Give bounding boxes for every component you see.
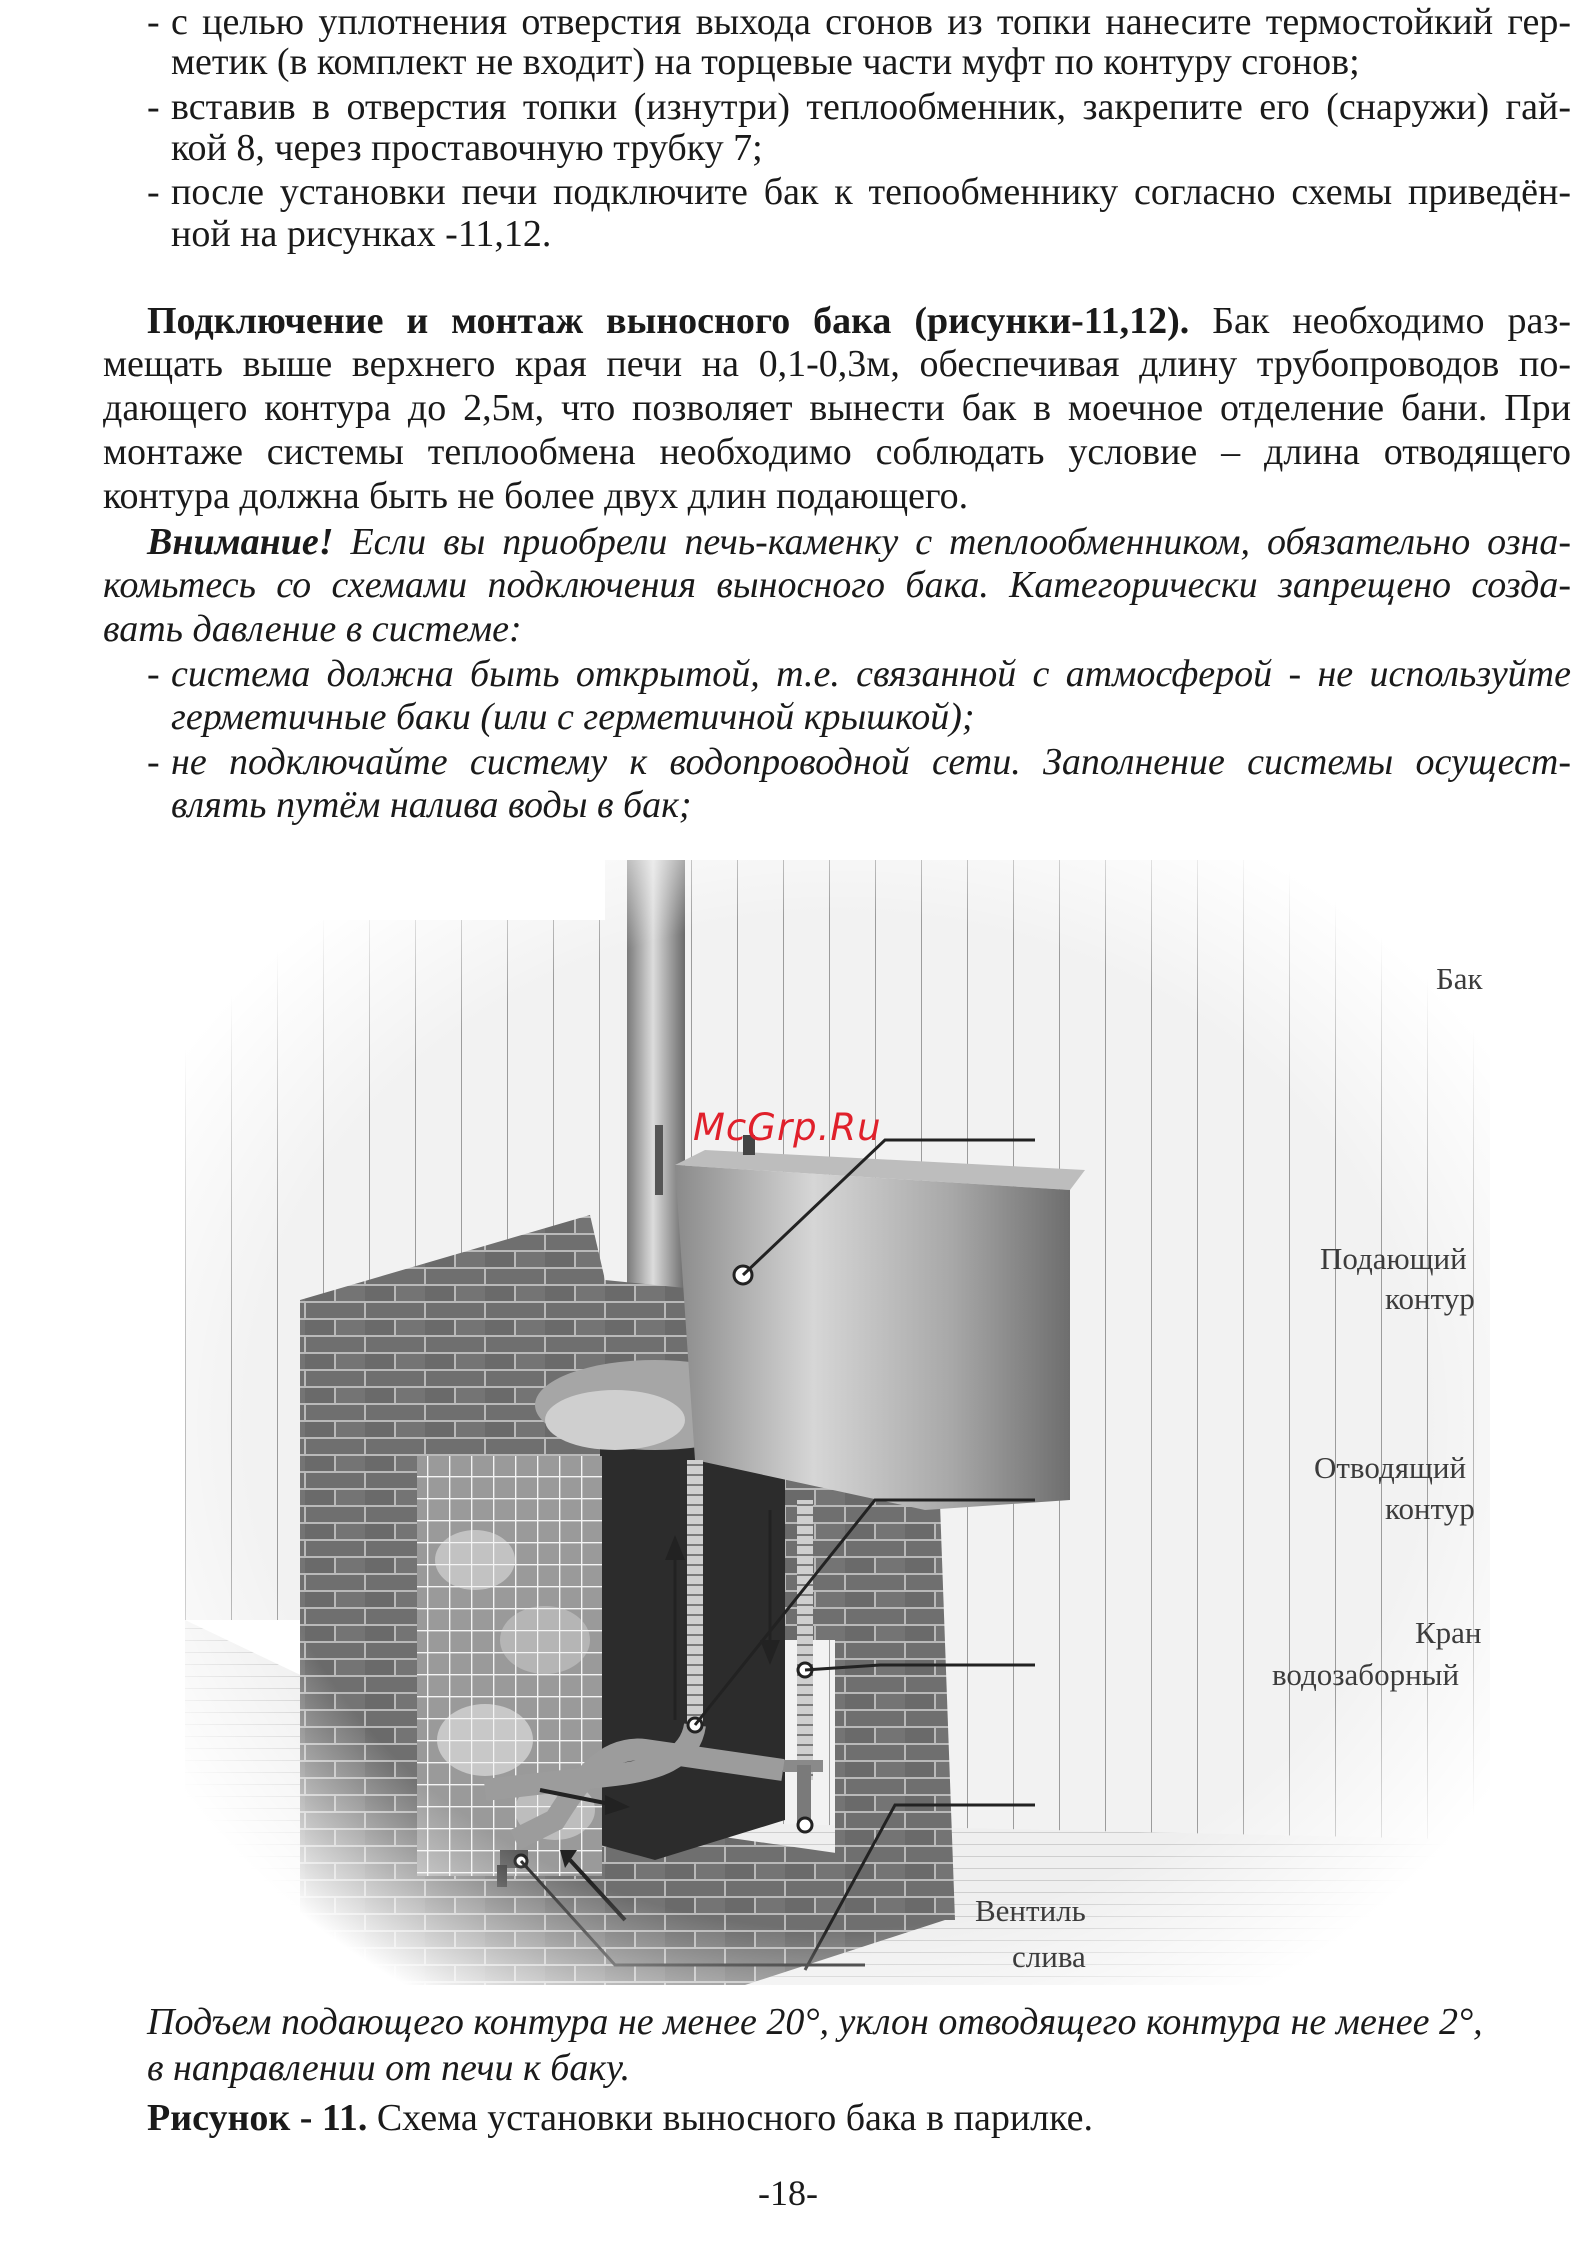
label-tank: Бак	[1436, 961, 1483, 996]
warning-bullet-line: не подключайте систему к водопроводной сети. Заполнение системы осущест-	[171, 741, 1571, 783]
label-return-line2: контур	[1385, 1491, 1475, 1526]
warning-line: вать давление в системе:	[103, 608, 522, 650]
watermark: McGrp.Ru	[693, 1106, 882, 1149]
label-tap-line1: Кран	[1415, 1615, 1482, 1650]
paragraph-line: мещать выше верхнего края печи на 0,1-0,3м, обеспечивая длину трубопроводов по-	[103, 343, 1571, 385]
warning-bullet-line: влять путём налива воды в бак;	[171, 784, 692, 826]
bullet-marker: -	[147, 653, 160, 695]
bullet-text-line: кой 8, через проставочную трубку 7;	[171, 127, 763, 169]
label-supply-line2: контур	[1385, 1281, 1475, 1316]
bullet-text-line: вставив в отверстия топки (изнутри) теплообменник, закрепите его (снаружи) гай-	[171, 86, 1571, 128]
bullet-text-line: после установки печи подключите бак к тепообменнику согласно схемы приведён-	[171, 171, 1571, 213]
label-valve-line1: Вентиль	[975, 1893, 1086, 1928]
paragraph-line-1	[147, 299, 1571, 343]
caption-line-2: в направлении от печи к баку.	[147, 2047, 631, 2089]
warning-text: Если вы приобрели печь-каменку с теплообменником, обязательно озна-	[333, 521, 1571, 563]
warning-label: Внимание!	[147, 521, 334, 563]
figure-label: Рисунок - 11.	[147, 2097, 368, 2139]
figure-title: Схема установки выносного бака в парилке.	[367, 2097, 1094, 2139]
bullet-text-line: метик (в комплект не входит) на торцевые части муфт по контуру сгонов;	[171, 41, 1360, 83]
paragraph-line: контура должна быть не более двух длин подающего.	[103, 475, 969, 517]
warning-bullet-line: герметичные баки (или с герметичной крышкой);	[171, 696, 975, 738]
bullet-marker: -	[147, 741, 160, 783]
warning-line-1	[147, 520, 1571, 564]
sauna-stove-tank-illustration	[185, 860, 1490, 1985]
bullet-marker: -	[147, 1, 160, 43]
page-number: -18-	[758, 2173, 818, 2213]
label-supply-line1: Подающий	[1320, 1241, 1467, 1276]
bullet-text-line: ной на рисунках -11,12.	[171, 213, 552, 255]
bullet-marker: -	[147, 171, 160, 213]
paragraph-text: Бак необходимо раз-	[1189, 300, 1571, 342]
caption-line-1: Подъем подающего контура не менее 20°, уклон отводящего контура не менее 2°,	[147, 2001, 1483, 2043]
warning-bullet-line: система должна быть открытой, т.е. связанной с атмосферой - не используйте	[171, 653, 1571, 695]
paragraph-line: дающего контура до 2,5м, что позволяет вынести бак в моечное отделение бани. При	[103, 387, 1571, 429]
bullet-text-line: с целью уплотнения отверстия выхода сгонов из топки нанесите термостойкий гер-	[171, 1, 1571, 43]
label-tap-line2: водозаборный	[1272, 1657, 1460, 1692]
warning-line: комьтесь со схемами подключения выносного бака. Категорически запрещено созда-	[103, 564, 1571, 606]
paragraph-line: монтаже системы теплообмена необходимо соблюдать условие – длина отводящего	[103, 431, 1571, 473]
label-return-line1: Отводящий	[1314, 1450, 1467, 1485]
figure-caption	[147, 2096, 1093, 2140]
bullet-marker: -	[147, 86, 160, 128]
label-valve-line2: слива	[1012, 1939, 1086, 1974]
section-heading: Подключение и монтаж выносного бака (рисунки-11,12).	[147, 300, 1190, 342]
